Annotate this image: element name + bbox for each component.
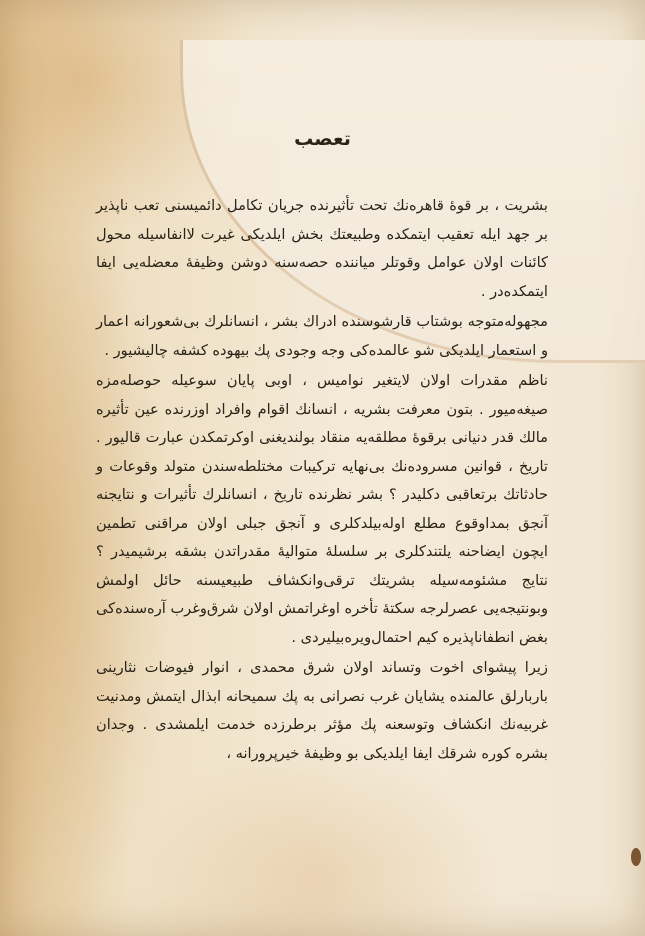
paragraph-1: بشریت ، بر قوهٔ قاهره‌نك تحت تأثیرنده جریان تکامل دائمیسنی تعب ناپذیر بر جهد ایله تعقیب ایتمکده وطبیعتك بخش ایلدیکی غیرت لاانفاسیله محول کائنات اولان عوامل وقوتلر میاننده حصه‌سنه دوشن وظیفهٔ معضله‌یی ایفا ایتمکده‌در . [96, 197, 548, 300]
paragraph-3: ناظم مقدرات اولان لایتغیر نوامیس ، اوبی پایان سوعیله حوصله‌مزه صیغه‌میور . بتون معرفت بشریه ، انسانك اقوام وافراد اوزرنده عین تأثیره مالك قدر دنیانی برقوهٔ مطلقه‌یه منقاد بولندیغنی اوکرتمکدن عبارت قالیور . تاریخ ، قوانین مسروده‌نك بی‌نهایه ترکیبات مختلطه‌سندن متولد وقوعات و حادثاتك برتعاقبی دکلیدر ؟ بشر نظرنده تاریخ ، انسانلرك تأثیرات و نتایجنه آنجق بمداوقوع مطلع اوله‌بیلدکلری و آنجق جبلی اولان مراقنی تطمین ایچون ایضاحنه یلتندکلری بر سلسلهٔ متوالیهٔ مقدراتدن بشقه برشیمیدر ؟ نتایج مشئومه‌سیله بشریتك ترقی‌وانکشاف طبیعیسنه حائل اولمش وبونتیجه‌یی عصرلرجه سکتهٔ تأخره اوغراتمش اولان شرق‌وغرب آره‌سنده‌کی بغض انطفاناپذیره کیم احتمال‌ویره‌بیلیردی . [96, 372, 548, 646]
paragraph-4: زیرا پیشوای اخوت وتساند اولان شرق محمدی ، انوار فیوضات نثارینی باربارلق عالمنده یشایان غرب نصرانی به پك سمیحانه ابذال ایتمش ومدنیت غربیه‌نك انکشاف وتوسعنه پك مؤثر برطرزده خدمت ایلمشدی . وجدان بشره کوره شرقك ایفا ایلدیکی بو وظیفهٔ خیرپرورانه ، [96, 659, 548, 762]
body-text [96, 192, 548, 768]
page-title: تعصب [294, 128, 351, 150]
binding-mark [631, 848, 641, 866]
paragraph-2: مجهوله‌متوجه بوشتاب قارشوسنده ادراك بشر ، انسانلرك بی‌شعورانه اعمار و استعمار ایلدیکی شو عالمده‌کی وجه وجودی پك بیهوده کشفه چالیشیور . [96, 313, 548, 359]
